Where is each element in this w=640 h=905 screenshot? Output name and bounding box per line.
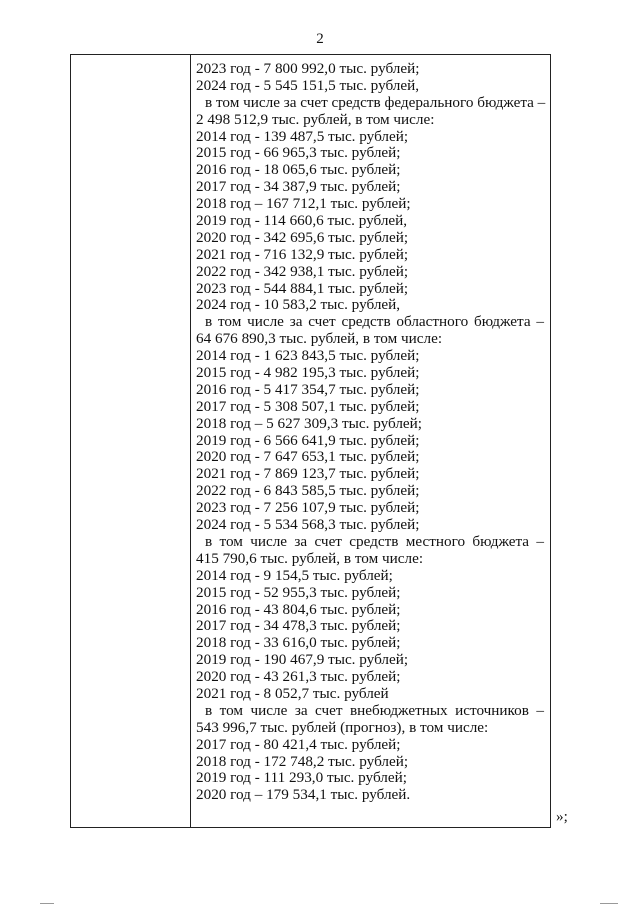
text-line: 2017 год - 34 387,9 тыс. рублей; xyxy=(196,178,401,196)
text-line: в том числе за счет внебюджетных источников – xyxy=(205,701,544,719)
text-line: 2024 год - 5 534 568,3 тыс. рублей; xyxy=(196,516,420,534)
text-line: 415 790,6 тыс. рублей, в том числе: xyxy=(196,549,424,567)
text-line: 2021 год - 716 132,9 тыс. рублей; xyxy=(196,245,409,263)
text-line: 2019 год - 111 293,0 тыс. рублей; xyxy=(196,769,407,787)
text-line: 2015 год - 52 955,3 тыс. рублей; xyxy=(196,583,401,601)
text-line: 2024 год - 5 545 151,5 тыс. рублей, xyxy=(196,76,420,94)
text-line: 2020 год - 7 647 653,1 тыс. рублей; xyxy=(196,448,420,466)
text-line: 2022 год - 342 938,1 тыс. рублей; xyxy=(196,262,409,280)
text-line: 543 996,7 тыс. рублей (прогноз), в том числе: xyxy=(196,718,489,736)
closing-quote: »; xyxy=(556,808,568,825)
text-line: 2014 год - 9 154,5 тыс. рублей; xyxy=(196,566,393,584)
text-line: 2018 год - 33 616,0 тыс. рублей; xyxy=(196,634,401,652)
text-line: 2020 год - 43 261,3 тыс. рублей; xyxy=(196,668,401,686)
text-line: 2018 год – 167 712,1 тыс. рублей; xyxy=(196,195,411,213)
text-line: 2018 год – 5 627 309,3 тыс. рублей; xyxy=(196,414,423,432)
page-number: 2 xyxy=(316,31,324,47)
scan-mark xyxy=(40,903,54,904)
text-line: 2 498 512,9 тыс. рублей, в том числе: xyxy=(196,110,435,128)
text-line: 2017 год - 80 421,4 тыс. рублей; xyxy=(196,735,401,753)
text-line: в том числе за счет средств местного бюджета – xyxy=(205,532,544,550)
column-divider xyxy=(190,55,191,827)
text-line: 2016 год - 18 065,6 тыс. рублей; xyxy=(196,161,401,179)
text-line: 2019 год - 114 660,6 тыс. рублей, xyxy=(196,212,408,230)
text-line: в том числе за счет средств федерального бюджета – xyxy=(205,93,546,111)
text-line: в том числе за счет средств областного бюджета – xyxy=(205,313,544,331)
text-line: 2017 год - 5 308 507,1 тыс. рублей; xyxy=(196,397,420,415)
text-line: 2017 год - 34 478,3 тыс. рублей; xyxy=(196,617,401,635)
text-line: 2016 год - 5 417 354,7 тыс. рублей; xyxy=(196,380,420,398)
text-line: 2019 год - 6 566 641,9 тыс. рублей; xyxy=(196,431,420,449)
text-line: 2014 год - 1 623 843,5 тыс. рублей; xyxy=(196,347,420,365)
text-line: 2020 год – 179 534,1 тыс. рублей. xyxy=(196,786,411,804)
text-line: 2019 год - 190 467,9 тыс. рублей; xyxy=(196,651,409,669)
text-line: 2024 год - 10 583,2 тыс. рублей, xyxy=(196,296,401,314)
text-line: 2014 год - 139 487,5 тыс. рублей; xyxy=(196,127,409,145)
text-line: 2021 год - 8 052,7 тыс. рублей xyxy=(196,684,389,702)
text-line: 2020 год - 342 695,6 тыс. рублей; xyxy=(196,228,409,246)
text-line: 2018 год - 172 748,2 тыс. рублей; xyxy=(196,752,409,770)
text-line: 2021 год - 7 869 123,7 тыс. рублей; xyxy=(196,465,420,483)
text-line: 2023 год - 7 256 107,9 тыс. рублей; xyxy=(196,499,420,517)
text-line: 64 676 890,3 тыс. рублей, в том числе: xyxy=(196,330,443,348)
text-line: 2023 год - 7 800 992,0 тыс. рублей; xyxy=(196,60,420,77)
text-line: 2015 год - 66 965,3 тыс. рублей; xyxy=(196,144,401,162)
funding-text-cell xyxy=(196,61,544,804)
text-line: 2022 год - 6 843 585,5 тыс. рублей; xyxy=(196,482,420,500)
text-line: 2023 год - 544 884,1 тыс. рублей; xyxy=(196,279,409,297)
funding-table xyxy=(70,54,551,828)
text-line: 2016 год - 43 804,6 тыс. рублей; xyxy=(196,600,401,618)
scan-mark xyxy=(600,903,618,904)
text-line: 2015 год - 4 982 195,3 тыс. рублей; xyxy=(196,364,420,382)
